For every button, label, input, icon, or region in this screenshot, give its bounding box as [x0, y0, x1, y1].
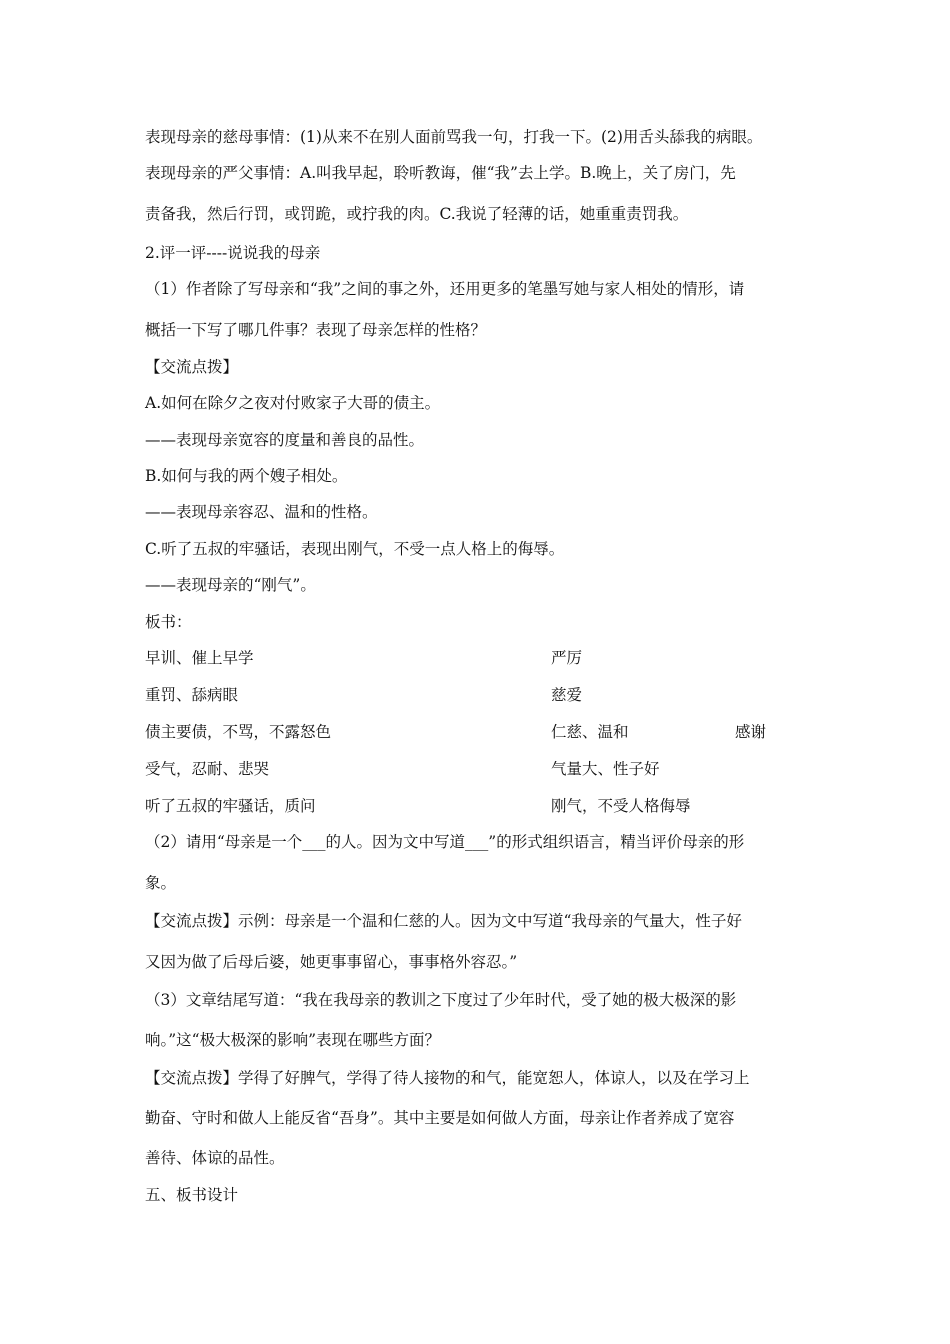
board-row-right: 慈爱 [551, 686, 583, 704]
answer-line: A.如何在除夕之夜对付败家子大哥的债主。 [145, 394, 441, 412]
board-row-right: 气量大、性子好 [551, 760, 660, 778]
answer-line: ——表现母亲的“刚气”。 [145, 576, 316, 594]
answer-line: 又因为做了后母后婆，她更事事留心，事事格外容忍。” [145, 953, 518, 971]
question-line: （1）作者除了写母亲和“我”之间的事之外，还用更多的笔墨写她与家人相处的情形，请 [145, 280, 745, 298]
section-heading: 2.评一评----说说我的母亲 [145, 244, 321, 262]
board-row-right: 仁慈、温和 [551, 723, 629, 741]
board-row-left: 债主要债，不骂，不露怒色 [145, 723, 332, 741]
board-row-left: 早训、催上早学 [145, 649, 254, 667]
answer-line: B.如何与我的两个嫂子相处。 [145, 467, 348, 485]
answer-line: 【交流点拨】示例：母亲是一个温和仁慈的人。因为文中写道“我母亲的气量大，性子好 [145, 912, 742, 930]
answer-line: C.听了五叔的牢骚话，表现出刚气，不受一点人格上的侮辱。 [145, 540, 565, 558]
paragraph-line: 责备我，然后行罚，或罚跪，或拧我的肉。C.我说了轻薄的话，她重重责罚我。 [145, 205, 689, 223]
paragraph-line: 表现母亲的慈母事情：(1)从来不在别人面前骂我一句，打我一下。(2)用舌头舔我的病眼。 [145, 128, 763, 146]
question-line: （2）请用“母亲是一个___的人。因为文中写道___”的形式组织语言，精当评价母亲的形 [145, 833, 745, 851]
board-row-right: 刚气，不受人格侮辱 [551, 797, 691, 815]
question-line: 响。”这“极大极深的影响”表现在哪些方面？ [145, 1031, 441, 1049]
question-line: 象。 [145, 874, 177, 892]
paragraph-line: 表现母亲的严父事情：A.叫我早起，聆听教诲，催“我”去上学。B.晚上，关了房门，先 [145, 164, 736, 182]
answer-line: 善待、体谅的品性。 [145, 1149, 285, 1167]
discussion-label: 【交流点拨】 [145, 358, 239, 376]
answer-line: ——表现母亲宽容的度量和善良的品性。 [145, 431, 425, 449]
board-row-right: 严厉 [551, 649, 583, 667]
board-row-left: 听了五叔的牢骚话，质问 [145, 797, 316, 815]
answer-line: 勤奋、守时和做人上能反省“吾身”。其中主要是如何做人方面，母亲让作者养成了宽容 [145, 1109, 735, 1127]
answer-line: 【交流点拨】学得了好脾气，学得了待人接物的和气，能宽恕人，体谅人，以及在学习上 [145, 1069, 750, 1087]
board-label: 板书： [145, 613, 192, 631]
board-row-extra: 感谢 [735, 723, 767, 741]
board-row-left: 重罚、舔病眼 [145, 686, 239, 704]
section-heading: 五、板书设计 [145, 1186, 239, 1204]
question-line: 概括一下写了哪几件事？表现了母亲怎样的性格？ [145, 321, 487, 339]
question-line: （3）文章结尾写道：“我在我母亲的教训之下度过了少年时代，受了她的极大极深的影 [145, 991, 737, 1009]
answer-line: ——表现母亲容忍、温和的性格。 [145, 503, 378, 521]
board-row-left: 受气，忍耐、悲哭 [145, 760, 270, 778]
